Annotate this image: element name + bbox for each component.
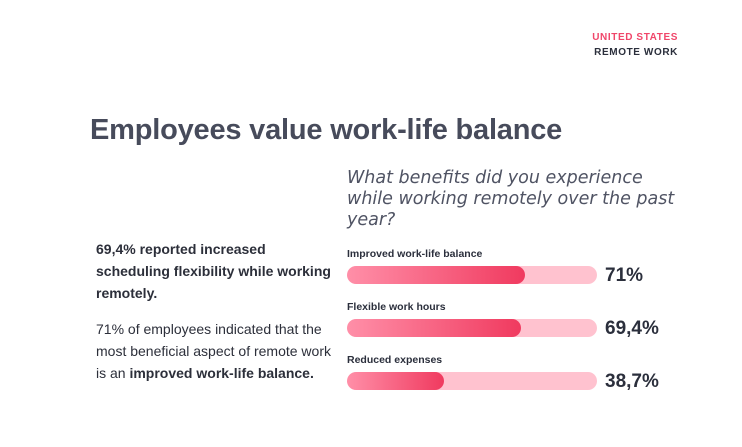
bar-category-label: Improved work-life balance bbox=[347, 248, 483, 260]
body-statement-bold: improved work-life balance. bbox=[129, 365, 314, 381]
bar-row bbox=[347, 301, 687, 354]
chart-title: What benefits did you experience while working remotely over the past year? bbox=[347, 168, 675, 230]
page-title: Employees value work-life balance bbox=[90, 114, 563, 146]
region-tag bbox=[592, 30, 678, 60]
bar-category-label: Flexible work hours bbox=[347, 301, 446, 313]
country-label: UNITED STATES bbox=[592, 32, 678, 43]
bar-fill bbox=[347, 319, 521, 337]
summary-text bbox=[96, 238, 336, 384]
bar-chart bbox=[347, 248, 687, 407]
body-statement bbox=[96, 318, 336, 384]
bar-value-label: 69,4% bbox=[605, 318, 659, 339]
bar-value-label: 71% bbox=[605, 265, 644, 286]
body-statement-plain: 71% of employees indicated that the most beneficial aspect of remote work is an bbox=[96, 321, 331, 381]
bar-track bbox=[347, 266, 597, 284]
topic-label: REMOTE WORK bbox=[594, 47, 678, 58]
bar-row bbox=[347, 248, 687, 301]
bar-fill bbox=[347, 372, 444, 390]
bar-value-label: 38,7% bbox=[605, 371, 659, 392]
bar-row bbox=[347, 354, 687, 407]
bar-track bbox=[347, 372, 597, 390]
bar-fill bbox=[347, 266, 525, 284]
highlight-statement: 69,4% reported increased scheduling flexibility while working remotely. bbox=[96, 241, 331, 301]
bar-category-label: Reduced expenses bbox=[347, 354, 443, 366]
bar-track bbox=[347, 319, 597, 337]
